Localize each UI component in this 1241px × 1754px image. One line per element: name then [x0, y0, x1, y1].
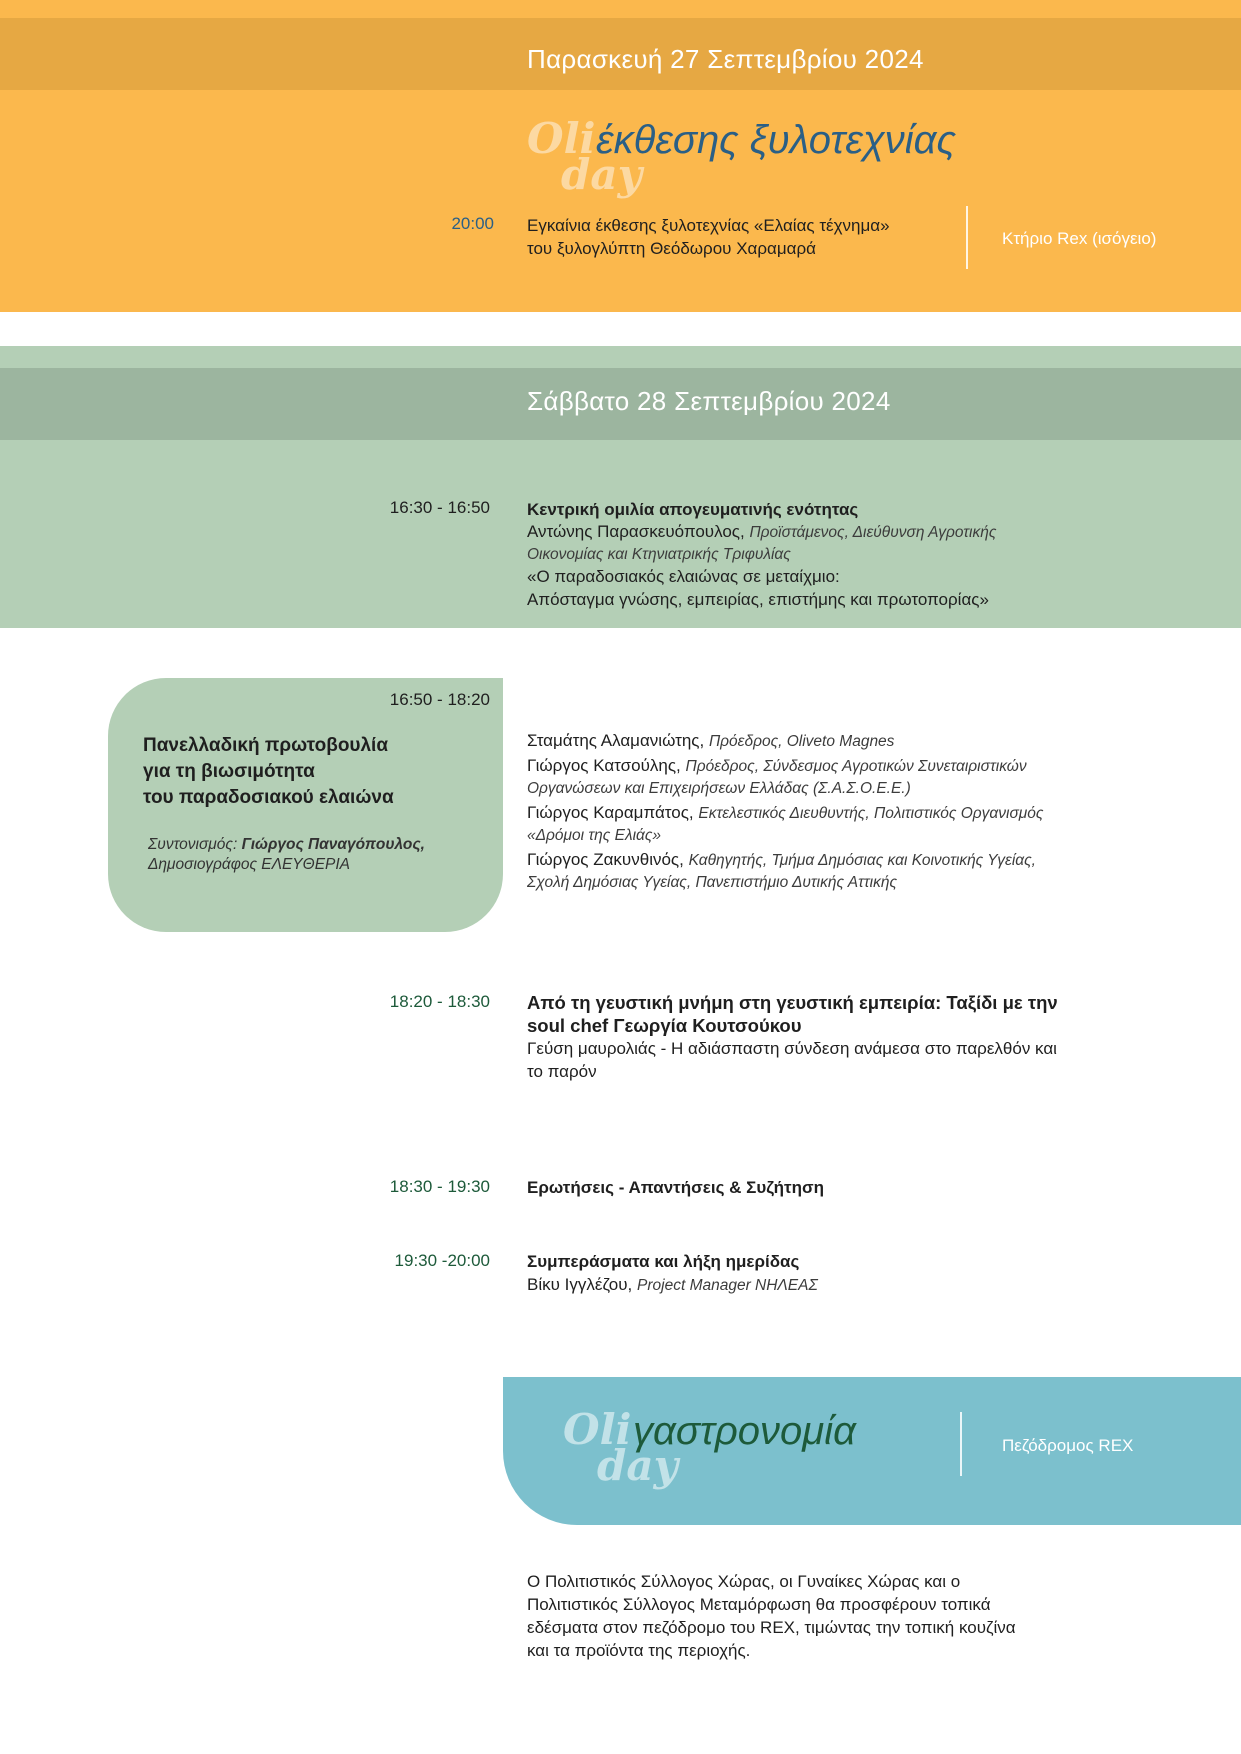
chef-session-desc-line1: Γεύση μαυρολιάς - Η αδιάσπαστη σύνδεση ανάμεσα στο παρελθόν και: [527, 1039, 1057, 1058]
gastronomy-venue: Πεζόδρομος REX: [1002, 1436, 1134, 1455]
qa-time: 18:30 - 19:30: [389, 1177, 490, 1196]
logo-line1: Oli: [563, 1405, 632, 1454]
keynote-title: Κεντρική ομιλία απογευματινής ενότητας: [527, 500, 859, 519]
gastronomy-section-name: γαστρονομία: [633, 1409, 856, 1453]
gastronomy-description: [527, 1570, 1127, 1662]
keynote-speaker-role-line2: Οικονομίας και Κτηνιατρικής Τριφυλίας: [527, 546, 791, 563]
panel-speaker-role-cont: Σχολή Δημόσιας Υγείας, Πανεπιστήμιο Δυτικής Αττικής: [527, 874, 897, 891]
friday-event-description: [527, 214, 947, 260]
gastronomy-venue-divider: [960, 1412, 962, 1476]
panel-speaker-role: Εκτελεστικός Διευθυντής, Πολιτιστικός Οργανισμός: [698, 805, 1044, 822]
gastronomy-desc-line3: εδέσματα στον πεζόδρομο του REX, τιμώντας την τοπική κουζίνα: [527, 1618, 1016, 1637]
panel-title-line3: του παραδοσιακού ελαιώνα: [143, 787, 394, 808]
saturday-day-title: Σάββατο 28 Σεπτεμβρίου 2024: [527, 386, 891, 416]
friday-event-line2: του ξυλογλύπτη Θεόδωρου Χαραμαρά: [527, 239, 816, 258]
logo-line2: day: [597, 1441, 678, 1490]
panel-speaker-role: Πρόεδρος, Oliveto Magnes: [708, 733, 895, 750]
panel-speaker-role: Πρόεδρος, Σύνδεσμος Αγροτικών Συνεταιριστικών: [685, 758, 1027, 775]
logo-line2: day: [561, 150, 642, 199]
qa-title: Ερωτήσεις - Απαντήσεις & Συζήτηση: [527, 1178, 825, 1197]
panel-title: [143, 733, 394, 811]
panel-coordinator-role: Δημοσιογράφος ΕΛΕΥΘΕΡΙΑ: [148, 856, 351, 873]
panel-coordinator: [148, 835, 425, 875]
keynote-talk-line2: Απόσταγμα γνώσης, εμπειρίας, επιστήμης και πρωτοπορίας»: [527, 590, 989, 609]
closing-block: [527, 1250, 1127, 1297]
panel-speaker-role-cont: «Δρόμοι της Ελιάς»: [527, 827, 662, 844]
friday-venue: Κτήριο Rex (ισόγειο): [1002, 229, 1157, 248]
panel-speakers-list: [527, 730, 1127, 896]
panel-title-line1: Πανελλαδική πρωτοβουλία: [143, 735, 389, 756]
panel-speaker: [527, 730, 1127, 752]
keynote-time: 16:30 - 16:50: [389, 498, 490, 517]
friday-event-time: 20:00: [451, 214, 494, 233]
panel-speaker-name: Γιώργος Καραμπάτος,: [527, 803, 694, 822]
panel-speaker: [527, 849, 1127, 893]
panel-speaker-role: Καθηγητής, Τμήμα Δημόσιας και Κοινοτικής Υγείας,: [688, 852, 1036, 869]
closing-speaker-name: Βίκυ Ιγγλέζου,: [527, 1275, 633, 1294]
panel-speaker-name: Γιώργος Κατσούλης,: [527, 756, 681, 775]
friday-event-line1: Εγκαίνια έκθεσης ξυλοτεχνίας «Ελαίας τέχνημα»: [527, 216, 890, 235]
panel-coordinator-label: Συντονισμός:: [148, 836, 238, 853]
keynote-block: [527, 498, 1127, 611]
panel-coordinator-name: Γιώργος Παναγόπουλος,: [241, 836, 425, 853]
panel-title-line2: για τη βιωσιμότητα: [143, 761, 315, 782]
keynote-speaker: [527, 521, 1127, 565]
panel-speaker-name: Σταμάτης Αλαμανιώτης,: [527, 731, 705, 750]
panel-speaker-name: Γιώργος Ζακυνθινός,: [527, 850, 684, 869]
gastronomy-desc-line4: και τα προϊόντα της περιοχής.: [527, 1641, 751, 1660]
panel-speaker: [527, 802, 1127, 846]
closing-title: Συμπεράσματα και λήξη ημερίδας: [527, 1252, 800, 1271]
chef-session-time: 18:20 - 18:30: [389, 992, 490, 1011]
chef-session-title-line1: Από τη γευστική μνήμη στη γευστική εμπειρία: Ταξίδι με την: [527, 992, 1058, 1013]
panel-speaker: [527, 755, 1127, 799]
keynote-speaker-role-line1: Προϊστάμενος, Διεύθυνση Αγροτικής: [749, 524, 997, 541]
keynote-talk-line1: «Ο παραδοσιακός ελαιώνας σε μεταίχμιο:: [527, 567, 840, 586]
chef-session-block: [527, 991, 1127, 1083]
panel-time: 16:50 - 18:20: [389, 690, 490, 709]
keynote-speaker-name: Αντώνης Παρασκευόπουλος,: [527, 522, 745, 541]
chef-session-title-line2: soul chef Γεωργία Κουτσούκου: [527, 1015, 802, 1036]
friday-day-title: Παρασκευή 27 Σεπτεμβρίου 2024: [527, 44, 924, 74]
closing-time: 19:30 -20:00: [394, 1251, 490, 1270]
closing-speaker-role: Project Manager ΝΗΛΕΑΣ: [637, 1277, 818, 1294]
panel-speaker-role-cont: Οργανώσεων και Επιχειρήσεων Ελλάδας (Σ.Α.Σ.Ο.Ε.Ε.): [527, 780, 911, 797]
logo-line1: Oli: [527, 114, 596, 163]
gastronomy-desc-line1: Ο Πολιτιστικός Σύλλογος Χώρας, οι Γυναίκες Χώρας και ο: [527, 1572, 961, 1591]
chef-session-desc-line2: το παρόν: [527, 1062, 597, 1081]
friday-section-name: έκθεσης ξυλοτεχνίας: [596, 118, 956, 162]
friday-venue-divider: [966, 206, 968, 269]
gastronomy-desc-line2: Πολιτιστικός Σύλλογος Μεταμόρφωση θα προσφέρουν τοπικά: [527, 1595, 991, 1614]
